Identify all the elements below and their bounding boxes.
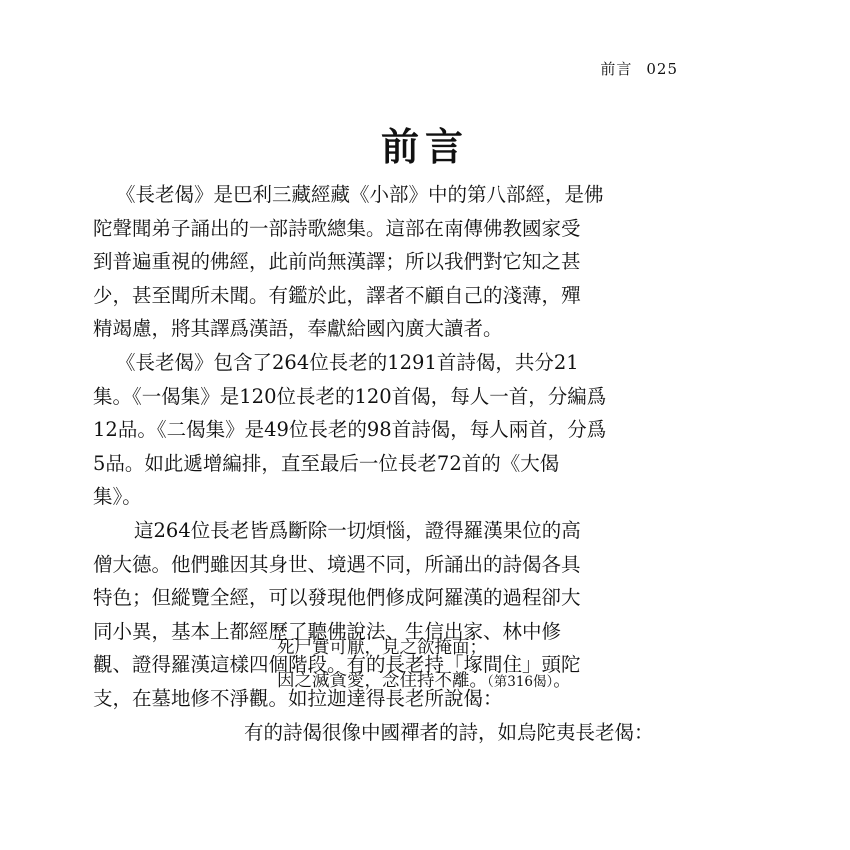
paragraph-1-line-5: 精竭慮，將其譯爲漢語，奉獻給國內廣大讀者。 [93, 317, 503, 341]
paragraph-3-line-6: 支，在墓地修不淨觀。如拉迦達得長老所說偈： [93, 686, 503, 710]
paragraph-1-line-1: 《長老偈》是巴利三藏經藏《小部》中的第八部經，是佛 [116, 183, 604, 206]
paragraph-2-line-1: 《長老偈》包含了264位長老的1291首詩偈，共分21 [116, 350, 579, 374]
paragraph-3-line-2: 僧大德。他們雖因其身世、境遇不同，所誦出的詩偈各具 [93, 552, 581, 576]
chapter-title: 前言 [380, 124, 469, 169]
paragraph-3-line-3: 特色；但縱覽全經，可以發現他們修成阿羅漢的過程卻大 [93, 586, 581, 610]
paragraph-2-line-5: 集》。 [93, 485, 142, 509]
after-verse-paragraph: 有的詩偈很像中國禪者的詩，如烏陀夷長老偈： [244, 721, 654, 744]
verse-line-2-text: 因之滅貪愛，念住持不離。 [277, 671, 487, 691]
paragraph-1-line-4: 少，甚至聞所未聞。有鑑於此，譯者不顧自己的淺薄，殫 [93, 283, 581, 307]
verse-line-1: 死尸實可厭，見之欲掩面； [277, 638, 487, 658]
paragraph-3-line-4: 同小異，基本上都經歷了聽佛說法、生信出家、林中修 [93, 619, 562, 643]
paragraph-2-line-2: 集。《一偈集》是120位長老的120首偈，每人一首，分編爲 [93, 384, 607, 408]
running-head-section: 前言 [600, 60, 633, 78]
running-head [600, 58, 678, 79]
paragraph-1-line-3: 到普遍重視的佛經，此前尚無漢譯；所以我們對它知之甚 [93, 250, 581, 274]
paragraph-3-line-1: 這264位長老皆爲斷除一切煩惱，證得羅漢果位的高 [134, 518, 581, 542]
verse-line-2-end: 。 [553, 671, 571, 691]
paragraph-2-line-4: 5品。如此遞增編排，直至最后一位長老72首的《大偈 [93, 451, 560, 475]
verse-citation: （第316偈） [487, 674, 554, 690]
verse-block [277, 632, 571, 698]
verse-line-2 [277, 665, 571, 698]
page-number: 025 [646, 60, 678, 78]
paragraph-3-line-5: 觀、證得羅漢這樣四個階段。有的長老持「塚間住」頭陀 [93, 653, 581, 677]
paragraph-2-line-3: 12品。《二偈集》是49位長老的98首詩偈，每人兩首，分爲 [93, 418, 607, 442]
paragraph-1-line-2: 陀聲聞弟子誦出的一部詩歌總集。這部在南傳佛教國家受 [93, 216, 581, 240]
